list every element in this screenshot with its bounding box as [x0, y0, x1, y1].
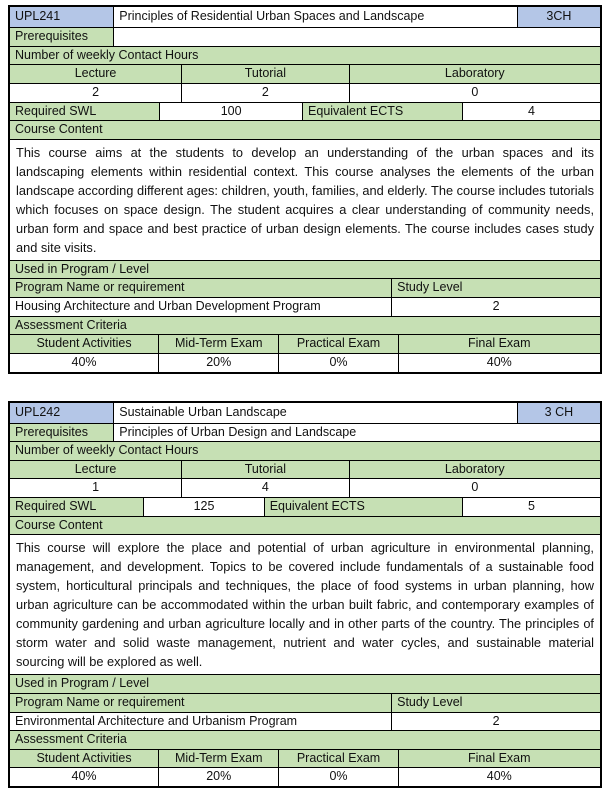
course-header-row	[10, 403, 600, 423]
program-name-value: Environmental Architecture and Urbanism Program	[10, 713, 391, 731]
laboratory-label: Laboratory	[349, 65, 600, 83]
assessment-header-row	[10, 749, 600, 768]
required-swl-label: Required SWL	[10, 498, 143, 516]
course-content-text: This course aims at the students to develop an understanding of the urban spaces and its landscaping elements within residential context. This course analyses the elements of the urban landscape according different ages: children, youth, families, and elderly. The course includes tutorials which focuses on space design. The student acquires a clear understanding of community needs, urban form and space and best practice of urban design elements. The course includes cases study and site visits.	[10, 140, 600, 260]
practical-exam-label: Practical Exam	[278, 335, 397, 353]
study-level-label: Study Level	[391, 279, 600, 297]
student-activities-label: Student Activities	[10, 335, 158, 353]
required-swl-value: 100	[159, 103, 302, 121]
course-content-row	[10, 534, 600, 674]
assessment-criteria-label: Assessment Criteria	[10, 731, 600, 749]
mid-term-exam-value: 20%	[158, 354, 278, 372]
assessment-section-row	[10, 730, 600, 749]
course-content-text: This course will explore the place and potential of urban agriculture in environmental planning, management, and development. Topics to be covered include fundamentals of a sustainable food system, horticultural principals and techniques, the place of food systems in urban planning, how urban agriculture can be accommodated within the urban built fabric, and contemporary examples of community gardening and urban agriculture locally and in other parts of the country. The principles of storm water and solid waste management, nutrient and water cycles, and sustainable material sourcing will be explored as well.	[10, 535, 600, 674]
practical-exam-label: Practical Exam	[278, 750, 397, 768]
course-content-section-row	[10, 120, 600, 139]
assessment-values-row	[10, 353, 600, 372]
program-name-label: Program Name or requirement	[10, 694, 391, 712]
student-activities-value: 40%	[10, 768, 158, 786]
mid-term-exam-label: Mid-Term Exam	[158, 335, 278, 353]
course-content-label: Course Content	[10, 121, 600, 139]
student-activities-value: 40%	[10, 354, 158, 372]
used-in-program-section-row	[10, 674, 600, 693]
prerequisites-row	[10, 423, 600, 442]
swl-row	[10, 497, 600, 516]
assessment-header-row	[10, 334, 600, 353]
course-code: UPL242	[10, 403, 113, 423]
student-activities-label: Student Activities	[10, 750, 158, 768]
program-name-label: Program Name or requirement	[10, 279, 391, 297]
credit-hours-badge: 3CH	[517, 7, 600, 27]
used-in-program-label: Used in Program / Level	[10, 675, 600, 693]
program-values-row	[10, 297, 600, 316]
prerequisites-label: Prerequisites	[10, 28, 113, 46]
contact-hours-values-row	[10, 83, 600, 102]
laboratory-label: Laboratory	[349, 461, 600, 479]
laboratory-hours-value: 0	[349, 479, 600, 497]
practical-exam-value: 0%	[278, 354, 397, 372]
mid-term-exam-value: 20%	[158, 768, 278, 786]
tutorial-hours-value: 4	[181, 479, 349, 497]
contact-hours-section-label: Number of weekly Contact Hours	[10, 47, 600, 65]
final-exam-value: 40%	[398, 354, 600, 372]
laboratory-hours-value: 0	[349, 84, 600, 102]
course-content-row	[10, 139, 600, 260]
prerequisites-value	[113, 28, 600, 46]
contact-hours-section-row	[10, 46, 600, 65]
final-exam-label: Final Exam	[398, 335, 600, 353]
contact-hours-values-row	[10, 478, 600, 497]
credit-hours-badge: 3 CH	[517, 403, 600, 423]
study-level-value: 2	[391, 298, 600, 316]
prerequisites-row	[10, 27, 600, 46]
tutorial-label: Tutorial	[181, 65, 349, 83]
equivalent-ects-label: Equivalent ECTS	[302, 103, 462, 121]
lecture-label: Lecture	[10, 65, 181, 83]
course-header-row	[10, 7, 600, 27]
course-title: Principles of Residential Urban Spaces and Landscape	[113, 7, 517, 27]
course-code: UPL241	[10, 7, 113, 27]
final-exam-value: 40%	[398, 768, 600, 786]
program-name-value: Housing Architecture and Urban Development Program	[10, 298, 391, 316]
course-table-upl242	[8, 401, 602, 788]
used-in-program-label: Used in Program / Level	[10, 261, 600, 279]
lecture-label: Lecture	[10, 461, 181, 479]
equivalent-ects-value: 5	[462, 498, 600, 516]
assessment-criteria-label: Assessment Criteria	[10, 317, 600, 335]
program-values-row	[10, 712, 600, 731]
contact-hours-header-row	[10, 64, 600, 83]
lecture-hours-value: 2	[10, 84, 181, 102]
course-content-label: Course Content	[10, 517, 600, 535]
course-table-upl241	[8, 5, 602, 374]
assessment-section-row	[10, 316, 600, 335]
practical-exam-value: 0%	[278, 768, 397, 786]
equivalent-ects-label: Equivalent ECTS	[264, 498, 462, 516]
contact-hours-section-label: Number of weekly Contact Hours	[10, 442, 600, 460]
course-title: Sustainable Urban Landscape	[113, 403, 517, 423]
tutorial-label: Tutorial	[181, 461, 349, 479]
required-swl-label: Required SWL	[10, 103, 159, 121]
program-header-row	[10, 278, 600, 297]
contact-hours-section-row	[10, 441, 600, 460]
lecture-hours-value: 1	[10, 479, 181, 497]
study-level-value: 2	[391, 713, 600, 731]
course-content-section-row	[10, 516, 600, 535]
assessment-values-row	[10, 767, 600, 786]
swl-row	[10, 102, 600, 121]
program-header-row	[10, 693, 600, 712]
prerequisites-value: Principles of Urban Design and Landscape	[113, 424, 600, 442]
study-level-label: Study Level	[391, 694, 600, 712]
equivalent-ects-value: 4	[462, 103, 600, 121]
required-swl-value: 125	[143, 498, 263, 516]
contact-hours-header-row	[10, 460, 600, 479]
final-exam-label: Final Exam	[398, 750, 600, 768]
prerequisites-label: Prerequisites	[10, 424, 113, 442]
used-in-program-section-row	[10, 260, 600, 279]
mid-term-exam-label: Mid-Term Exam	[158, 750, 278, 768]
tutorial-hours-value: 2	[181, 84, 349, 102]
